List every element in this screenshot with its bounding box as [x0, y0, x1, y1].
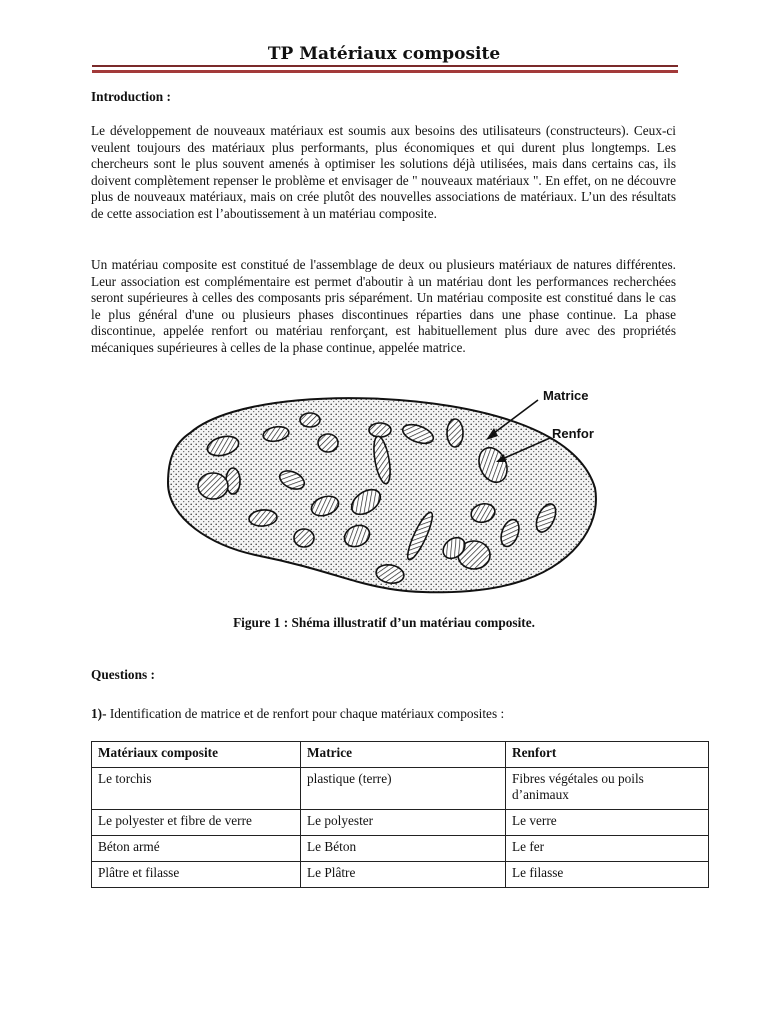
particle [447, 419, 463, 447]
cell-matrice: Le polyester [301, 810, 506, 836]
cell-composite: Le polyester et fibre de verre [92, 810, 301, 836]
question-1 [91, 706, 676, 723]
questions-heading: Questions : [91, 667, 155, 682]
figure-caption: Figure 1 : Shéma illustratif d’un matériau composite. [233, 615, 535, 630]
header-matrice: Matrice [301, 742, 506, 768]
table-row [92, 836, 709, 862]
particle [318, 434, 338, 452]
particle [198, 473, 228, 499]
cell-composite: Béton armé [92, 836, 301, 862]
cell-matrice: Le Plâtre [301, 862, 506, 888]
table-row [92, 768, 709, 810]
particle [300, 413, 320, 427]
table-header-row [92, 742, 709, 768]
question-1-number: 1)- [91, 706, 107, 721]
cell-renfort: Le verre [506, 810, 709, 836]
materials-table [91, 741, 709, 888]
title-rule-top [92, 65, 678, 67]
intro-paragraph-2: Un matériau composite est constitué de l'assemblage de deux ou plusieurs matériaux de natures différentes. Leur association est complémentaire est permet d'aboutir à un matériau dont les performances recherchées seront supérieures à celles des composants pris séparément. Un matériau composite est constitué dans le cas le plus général d'une ou plusieurs phases discontinues réparties dans une phase continue. La phase discontinue, appelée renfort ou matériau renforçant, est habituellement plus dure avec des propriétés mécaniques supérieures à celles de la phase continue, appelée matrice. [91, 257, 676, 355]
intro-paragraph-1: Le développement de nouveaux matériaux est soumis aux besoins des utilisateurs (constructeurs). Ceux-ci veulent toujours des matériaux plus performants, plus économiques et qui durent plus longtemps. Les chercheurs sont le plus souvent amenés à optimiser les solutions déjà utilisées, mais dans certains cas, ils doivent complètement repenser le problème et envisager de " nouveaux matériaux ". En effet, on ne découvre plus de nouveaux matériaux, mais on crée plutôt des nouvelles associations de matériaux. L’un des résultats de cette association est l’aboutissement à un matériau composite. [91, 123, 676, 221]
header-composite: Matériaux composite [92, 742, 301, 768]
cell-renfort: Le fer [506, 836, 709, 862]
cell-matrice: Le Béton [301, 836, 506, 862]
title-rule-bottom [92, 70, 678, 73]
table-row [92, 862, 709, 888]
header-renfort: Renfort [506, 742, 709, 768]
question-1-text: Identification de matrice et de renfort pour chaque matériaux composites : [106, 706, 505, 721]
page-title: TP Matériaux composite [267, 44, 501, 64]
cell-composite: Plâtre et filasse [92, 862, 301, 888]
composite-figure [150, 378, 620, 608]
label-renfort: Renfor [552, 426, 594, 441]
particle [369, 423, 391, 437]
cell-matrice: plastique (terre) [301, 768, 506, 810]
particle [294, 529, 314, 547]
intro-heading: Introduction : [91, 89, 171, 104]
cell-composite: Le torchis [92, 768, 301, 810]
label-matrice: Matrice [543, 388, 589, 403]
cell-renfort: Le filasse [506, 862, 709, 888]
table-row [92, 810, 709, 836]
cell-renfort: Fibres végétales ou poils d’animaux [506, 768, 709, 810]
